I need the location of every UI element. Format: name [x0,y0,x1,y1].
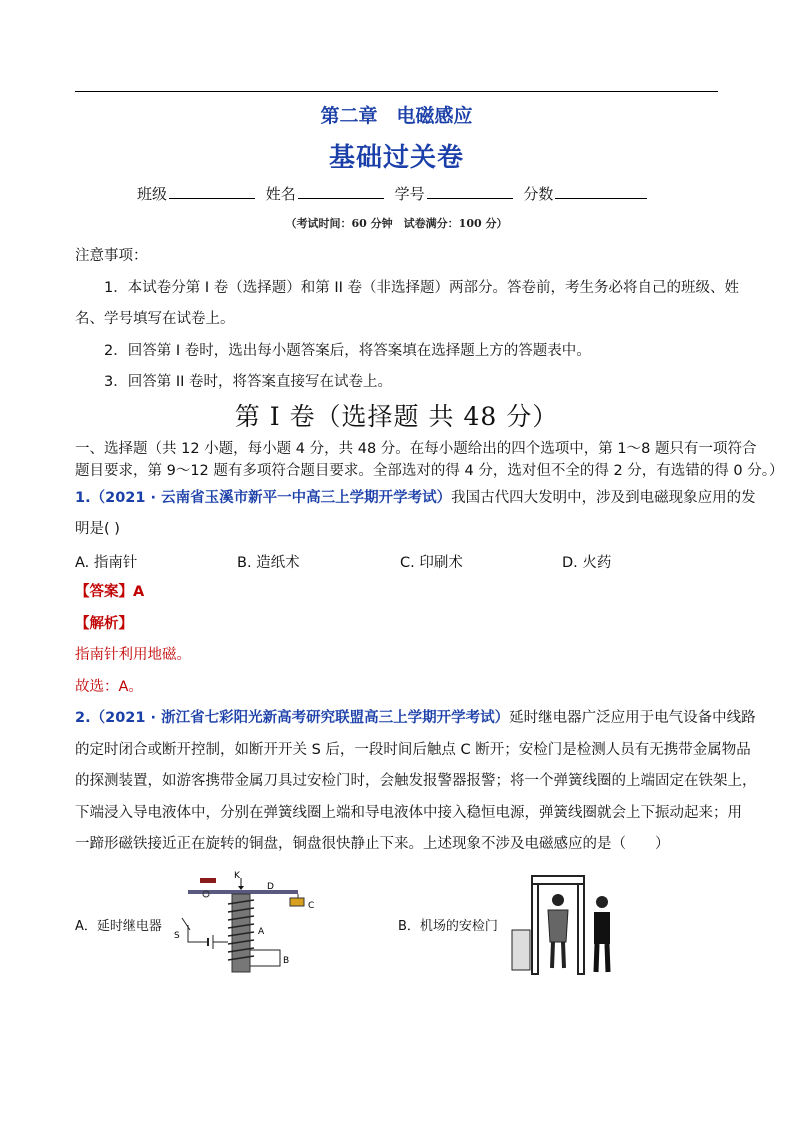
page-title: 基础过关卷 [328,143,464,173]
q1-option-c[interactable]: C. 印刷术 [400,555,463,571]
student-info-fields [137,183,653,204]
question-1-source: （2021 · 云南省玉溪市新平一中高三上学期开学考试） [90,490,452,506]
question-2-stem-line: 下端浸入导电液体中，分别在弹簧线圈上端和导电液体中接入稳恒电源，弹簧线圈就会上下振动起来；用 [75,805,742,821]
note-item: 名、学号填写在试卷上。 [75,311,235,327]
delay-relay-diagram [168,870,326,976]
class-field[interactable]: 班级 [137,183,255,204]
diagram-label-b: B [283,956,290,966]
note-item: 2．回答第 I 卷时，选出每小题答案后，将答案填在选择题上方的答题表中。 [104,343,591,359]
id-field[interactable]: 学号 [395,183,513,204]
section-title: 第 I 卷（选择题 共 48 分） [234,402,559,431]
q1-option-b[interactable]: B. 造纸术 [237,555,300,571]
q1-option-d[interactable]: D. 火药 [562,555,612,571]
diagram-label-d: D [267,882,274,892]
chapter-title: 第二章 电磁感应 [320,105,473,127]
security-gate-illustration [510,872,630,978]
q1-option-a[interactable]: A. 指南针 [75,555,138,571]
name-field[interactable]: 姓名 [266,183,384,204]
q1-answer: 【答案】A [75,584,145,600]
section-intro: 题目要求，第 9～12 题有多项符合题目要求。全部选对的得 4 分，选对但不全的得 2 分，有选错的得 0 分。） [75,463,784,479]
q2-option-b-label[interactable]: B．机场的安检门 [398,919,498,934]
exam-time-info: （考试时间：60 分钟 试卷满分：100 分） [285,217,508,230]
notes-heading: 注意事项： [75,248,148,264]
q2-option-a-label[interactable]: A．延时继电器 [75,919,162,934]
diagram-label-k: K [234,871,240,881]
question-2-source: （2021 · 浙江省七彩阳光新高考研究联盟高三上学期开学考试） [90,710,510,726]
section-intro: 一、选择题（共 12 小题，每小题 4 分，共 48 分。在每小题给出的四个选项中，第 1～8 题只有一项符合 [75,441,757,457]
question-2-stem-line: 的定时闭合或断开控制，如断开开关 S 后，一段时间后触点 C 断开；安检门是检测人员有无携带金属物品 [75,742,751,758]
question-1-stem: 1.（2021 · 云南省玉溪市新平一中高三上学期开学考试）我国古代四大发明中，涉及到电磁现象应用的发 [75,490,756,506]
header-rule [75,91,718,92]
q1-analysis: 指南针利用地磁。 [75,647,191,663]
diagram-label-c: C [308,901,315,911]
q1-conclusion: 故选：A。 [75,679,143,695]
question-2-stem-line: 一蹄形磁铁接近正在旋转的铜盘，铜盘很快静止下来。上述现象不涉及电磁感应的是（ ） [75,836,670,852]
question-1-stem-cont: 明是( ) [75,521,120,537]
note-item: 1．本试卷分第 I 卷（选择题）和第 II 卷（非选择题）两部分。答卷前，考生务必将自己的班级、姓 [104,280,739,296]
note-item: 3．回答第 II 卷时，将答案直接写在试卷上。 [104,374,392,390]
question-2-stem: 2.（2021 · 浙江省七彩阳光新高考研究联盟高三上学期开学考试）延时继电器广泛应用于电气设备中线路 [75,710,756,726]
score-field[interactable]: 分数 [523,183,647,204]
diagram-label-s: S [174,931,180,941]
q1-analysis-label: 【解析】 [75,616,133,632]
question-2-stem-line: 的探测装置，如游客携带金属刀具过安检门时，会触发报警器报警；将一个弹簧线圈的上端固定在铁架上， [75,773,757,789]
diagram-label-a: A [258,927,265,937]
